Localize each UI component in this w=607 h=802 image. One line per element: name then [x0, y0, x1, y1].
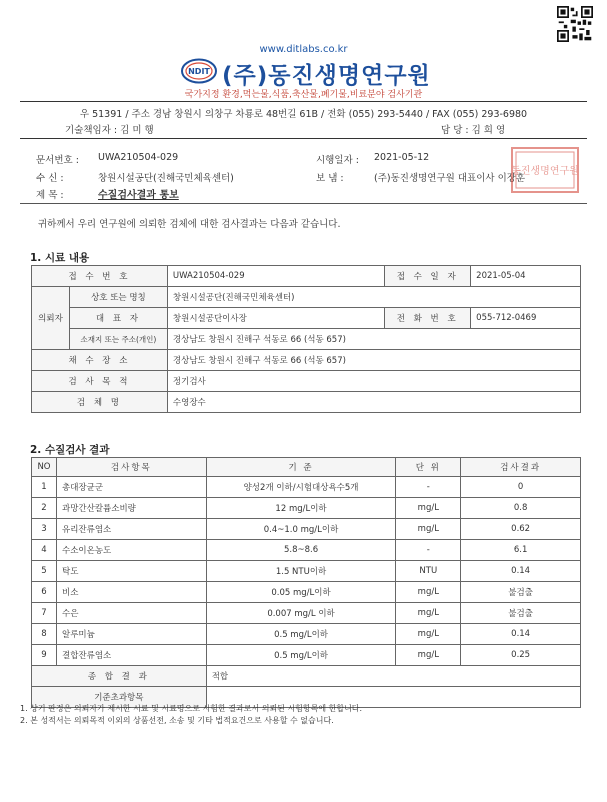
row-unit: mg/L — [396, 603, 461, 624]
col-header-standard: 기 준 — [206, 458, 396, 477]
representative-label: 대 표 자 — [69, 308, 167, 329]
row-result: 불검출 — [461, 582, 581, 603]
receipt-no-label: 접 수 번 호 — [32, 266, 168, 287]
row-item: 알루미늄 — [56, 624, 206, 645]
table-row — [32, 519, 581, 540]
row-unit: - — [396, 477, 461, 498]
doc-no-label: 문서번호 : — [36, 155, 79, 166]
intro-text: 귀하께서 우리 연구원에 의뢰한 검체에 대한 검사결과는 다음과 같습니다. — [38, 219, 341, 230]
row-result: 0 — [461, 477, 581, 498]
meta-divider — [20, 203, 587, 204]
row-no: 3 — [32, 519, 57, 540]
website-url: www.ditlabs.co.kr — [259, 44, 348, 55]
specimen-value: 수영장수 — [167, 392, 580, 413]
row-standard: 0.05 mg/L이하 — [206, 582, 396, 603]
row-item: 탁도 — [56, 561, 206, 582]
specimen-label: 검 체 명 — [32, 392, 168, 413]
row-standard: 0.4~1.0 mg/L이하 — [206, 519, 396, 540]
client-label: 의뢰자 — [32, 287, 70, 350]
row-result: 0.62 — [461, 519, 581, 540]
row-result: 0.8 — [461, 498, 581, 519]
row-standard: 0.5 mg/L이하 — [206, 624, 396, 645]
row-unit: mg/L — [396, 498, 461, 519]
col-header-no: NO — [32, 458, 57, 477]
row-result: 0.14 — [461, 561, 581, 582]
recipient-label: 수 신 : — [36, 173, 64, 184]
receipt-date-value: 2021-05-04 — [471, 266, 581, 287]
row-standard: 1.5 NTU이하 — [206, 561, 396, 582]
row-unit: mg/L — [396, 645, 461, 666]
recipient-value: 창원시설공단(진해국민체육센터) — [98, 173, 234, 184]
row-unit: mg/L — [396, 624, 461, 645]
date-label: 시행일자 : — [316, 155, 359, 166]
purpose-label: 검 사 목 적 — [32, 371, 168, 392]
receipt-date-label: 접 수 일 자 — [385, 266, 471, 287]
table-row — [32, 645, 581, 666]
row-item: 비소 — [56, 582, 206, 603]
svg-text:동진생명연구원: 동진생명연구원 — [511, 166, 579, 177]
row-result: 0.14 — [461, 624, 581, 645]
subject-label: 제 목 : — [36, 190, 64, 201]
table-row — [32, 561, 581, 582]
row-no: 7 — [32, 603, 57, 624]
row-standard: 양성2개 이하/시험대상욕수5개 — [206, 477, 396, 498]
row-item: 유리잔류염소 — [56, 519, 206, 540]
row-unit: NTU — [396, 561, 461, 582]
row-standard: 0.007 mg/L 이하 — [206, 603, 396, 624]
row-no: 8 — [32, 624, 57, 645]
subject-value: 수질검사결과 통보 — [98, 190, 179, 201]
receipt-no-value: UWA210504-029 — [167, 266, 384, 287]
table-row — [32, 477, 581, 498]
row-no: 4 — [32, 540, 57, 561]
official-seal-icon — [510, 146, 580, 194]
row-no: 2 — [32, 498, 57, 519]
row-item: 수소이온농도 — [56, 540, 206, 561]
row-item: 수은 — [56, 603, 206, 624]
phone-label: 전 화 번 호 — [385, 308, 471, 329]
sample-info-table — [31, 265, 581, 413]
row-unit: mg/L — [396, 582, 461, 603]
svg-text:NDIT: NDIT — [188, 67, 210, 76]
purpose-value: 정기검사 — [167, 371, 580, 392]
table-row — [32, 603, 581, 624]
row-no: 1 — [32, 477, 57, 498]
sample-place-label: 채 수 장 소 — [32, 350, 168, 371]
section1-title: 1. 시료 내용 — [30, 252, 90, 264]
col-header-item: 검사항목 — [56, 458, 206, 477]
client-name-value: 창원시설공단(진해국민체육센터) — [167, 287, 580, 308]
row-item: 총대장균군 — [56, 477, 206, 498]
client-name-label: 상호 또는 명칭 — [69, 287, 167, 308]
table-row — [32, 624, 581, 645]
row-no: 9 — [32, 645, 57, 666]
client-address-value: 경상남도 창원시 진해구 석동로 66 (석동 657) — [167, 329, 580, 350]
footnotes — [20, 703, 362, 727]
row-item: 과망간산칼륨소비량 — [56, 498, 206, 519]
contact-person: 담 당 : 김 희 영 — [441, 125, 506, 136]
row-standard: 0.5 mg/L이하 — [206, 645, 396, 666]
company-tagline: 국가지정 환경,먹는물,식품,축산물,폐기물,비료분야 검사기관 — [184, 90, 423, 100]
footnote-1: 1. 상기 판정은 의뢰자가 제시한 시료 및 시료명으로 시험한 결과로서 의뢰된 시험항목에 한합니다. — [20, 704, 363, 713]
row-result: 6.1 — [461, 540, 581, 561]
footnote-2: 2. 본 성적서는 의뢰목적 이외의 상품선전, 소송 및 기타 법적요건으로 사용할 수 없습니다. — [20, 716, 334, 725]
row-result: 불검출 — [461, 603, 581, 624]
col-header-result: 검사결과 — [461, 458, 581, 477]
company-address: 우 51391 / 주소 경남 창원시 의창구 차룡로 48번길 61B / 전화 (055) 293-5440 / FAX (055) 293-6980 — [79, 109, 528, 120]
header-divider — [20, 101, 587, 102]
company-name: (주)동진생명연구원 — [222, 63, 431, 89]
exceed-items-label: 기준초과항목 — [32, 687, 207, 708]
table-row — [32, 498, 581, 519]
row-no: 6 — [32, 582, 57, 603]
overall-result-value: 적합 — [206, 666, 580, 687]
row-item: 결합잔류염소 — [56, 645, 206, 666]
date-value: 2021-05-12 — [374, 152, 430, 163]
table-row — [32, 582, 581, 603]
section2-title: 2. 수질검사 결과 — [30, 444, 110, 456]
table-row — [32, 540, 581, 561]
col-header-unit: 단 위 — [396, 458, 461, 477]
row-unit: - — [396, 540, 461, 561]
sender-label: 보 냄 : — [316, 173, 344, 184]
sample-place-value: 경상남도 창원시 진해구 석동로 66 (석동 657) — [167, 350, 580, 371]
row-no: 5 — [32, 561, 57, 582]
row-standard: 5.8~8.6 — [206, 540, 396, 561]
results-table — [31, 457, 581, 708]
doc-no-value: UWA210504-029 — [98, 152, 179, 163]
tech-manager: 기술책임자 : 김 미 행 — [65, 125, 154, 136]
representative-value: 창원시설공단이사장 — [167, 308, 384, 329]
phone-value: 055-712-0469 — [471, 308, 581, 329]
address-divider — [20, 138, 587, 139]
overall-result-label: 종 합 결 과 — [32, 666, 207, 687]
company-logo-icon — [181, 58, 217, 84]
qr-code-icon — [557, 6, 593, 42]
row-unit: mg/L — [396, 519, 461, 540]
sender-value: (주)동진생명연구원 대표이사 이장훈 — [374, 173, 526, 184]
client-address-label: 소재지 또는 주소(개인) — [69, 329, 167, 350]
row-result: 0.25 — [461, 645, 581, 666]
row-standard: 12 mg/L이하 — [206, 498, 396, 519]
